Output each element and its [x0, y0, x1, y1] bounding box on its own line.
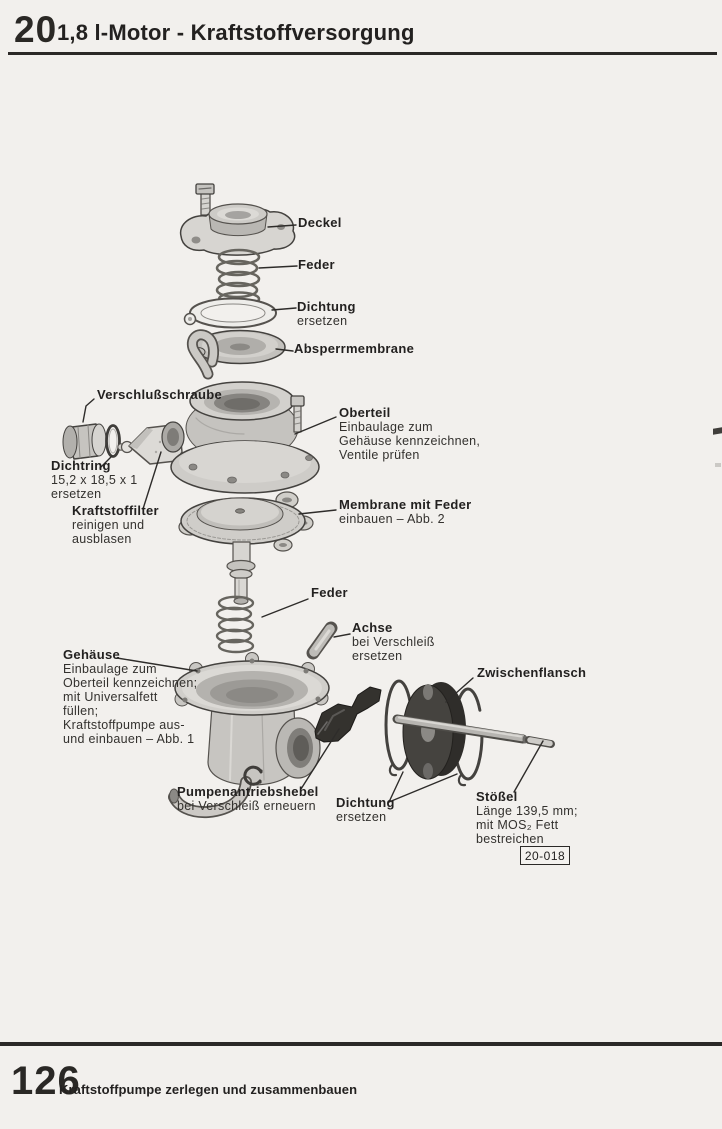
label-title: Dichtring — [51, 458, 111, 473]
label-dichtung-bottom — [336, 796, 395, 824]
label-title: Stößel — [476, 789, 518, 804]
label-dichtung-top — [297, 300, 356, 328]
page-number: 126 — [11, 1059, 81, 1103]
page-title: 1,8 l-Motor - Kraftstoffversorgung — [57, 20, 415, 45]
label-line: mit Universalfett — [63, 690, 158, 704]
label-line: reinigen und — [72, 518, 145, 532]
label-gehaeuse — [63, 648, 197, 746]
label-title: Zwischenflansch — [477, 665, 587, 680]
label-achse — [352, 621, 435, 663]
label-title: Feder — [298, 257, 335, 272]
label-title: Pumpenantriebshebel — [177, 784, 319, 799]
label-line: ausblasen — [72, 532, 132, 546]
label-title: Oberteil — [339, 405, 391, 420]
label-oberteil — [339, 406, 480, 462]
seal-ring-part — [107, 426, 120, 457]
label-deckel — [298, 216, 342, 230]
label-line: mit MOS₂ Fett — [476, 818, 559, 832]
diaphragm-with-spring-part — [179, 492, 313, 604]
label-title: Gehäuse — [63, 647, 121, 662]
lower-spring-part — [217, 597, 253, 652]
label-line: Einbaulage zum — [63, 662, 157, 676]
label-line: einbauen – Abb. 2 — [339, 512, 445, 526]
figure-code-box — [520, 846, 570, 865]
label-feder-mid — [311, 586, 348, 600]
label-title: Dichtung — [336, 795, 395, 810]
label-line: bestreichen — [476, 832, 544, 846]
label-line: bei Verschleiß erneuern — [177, 799, 316, 813]
label-title: Verschlußschraube — [97, 387, 223, 402]
label-title: Achse — [352, 620, 393, 635]
label-kraftstoffilter — [72, 504, 159, 546]
cover-part — [181, 204, 295, 255]
label-title: Dichtung — [297, 299, 356, 314]
label-title: Deckel — [298, 215, 342, 230]
label-line: Oberteil kennzeichnen; — [63, 676, 198, 690]
label-title: Feder — [311, 585, 348, 600]
label-line: Gehäuse kennzeichnen, — [339, 434, 481, 448]
label-pumpenantriebshebel — [177, 785, 319, 813]
label-dichtring — [51, 459, 138, 501]
label-title: Kraftstoffilter — [72, 503, 159, 518]
footer-rule — [0, 1042, 722, 1046]
label-line: ersetzen — [336, 810, 387, 824]
label-membrane-mit-feder — [339, 498, 472, 526]
label-line: ersetzen — [51, 487, 102, 501]
label-line: Einbaulage zum — [339, 420, 433, 434]
label-verschlussschraube — [97, 388, 222, 402]
label-title: Absperrmembrane — [294, 341, 415, 356]
label-line: und einbauen – Abb. 1 — [63, 732, 195, 746]
label-line: füllen; — [63, 704, 99, 718]
label-line: ersetzen — [352, 649, 403, 663]
label-line: 15,2 x 18,5 x 1 — [51, 473, 138, 487]
chapter-number: 20 — [14, 9, 58, 50]
label-zwischenflansch — [477, 666, 586, 680]
label-line: Länge 139,5 mm; — [476, 804, 578, 818]
label-absperrmembrane — [294, 342, 414, 356]
plug-screw-part — [63, 424, 106, 459]
label-line: Ventile prüfen — [339, 448, 420, 462]
label-line: ersetzen — [297, 314, 348, 328]
label-title: Membrane mit Feder — [339, 497, 472, 512]
upper-spring-part — [217, 250, 259, 306]
pivot-pin-part — [313, 628, 331, 653]
footer-caption: Kraftstoffpumpe zerlegen und zusammenbauen — [59, 1082, 358, 1097]
label-line: Kraftstoffpumpe aus- — [63, 718, 185, 732]
scan-edge-mark-faint — [715, 463, 721, 467]
label-feder-top — [298, 258, 335, 272]
label-stoessel — [476, 790, 578, 846]
gasket-part — [185, 299, 277, 328]
label-line: bei Verschleiß — [352, 635, 435, 649]
figure-code: 20-018 — [524, 848, 566, 863]
